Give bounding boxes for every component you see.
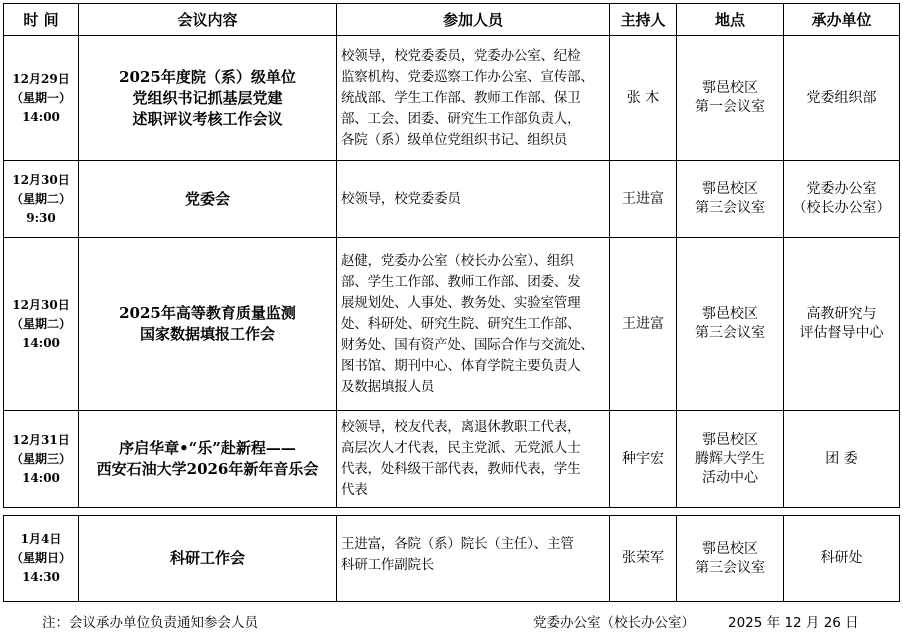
people-line: 监察机构、党委巡察工作办公室、宣传部、: [341, 68, 594, 85]
place-cell: [677, 36, 784, 161]
time-clock: 14:00: [22, 470, 60, 485]
people-line: 校领导，校友代表，离退休教职工代表，: [341, 419, 581, 435]
host-name: 王进富: [622, 315, 664, 332]
org-cell: [784, 161, 900, 238]
place-line: 鄠邑校区: [702, 540, 758, 557]
org-line: 科研处: [820, 550, 863, 566]
place-line: 第三会议室: [695, 200, 765, 216]
time-weekday: （星期日）: [10, 551, 71, 565]
content-line: 科研工作会: [169, 549, 245, 567]
people-cell: [337, 516, 610, 602]
org-cell: [784, 238, 900, 411]
people-cell: [337, 161, 610, 238]
people-line: 处、科研处、研究生院、研究生工作部、: [341, 315, 581, 332]
people-line: 高层次人才代表，民主党派、无党派人士: [341, 440, 581, 456]
people-line: 校领导，校党委委员，党委办公室、纪检: [341, 47, 581, 64]
time-cell: [4, 411, 79, 508]
time-date: 12月31日: [12, 432, 70, 447]
place-line: 鄠邑校区: [702, 80, 758, 96]
table-row: [4, 516, 900, 602]
content-cell: [79, 411, 337, 508]
content-cell: [79, 238, 337, 411]
footer-signer: 党委办公室（校长办公室）: [533, 615, 695, 631]
people-line: 各院（系）级单位党组织书记、组织员: [341, 131, 568, 148]
host-name: 张 木: [626, 89, 660, 106]
time-clock: 14:00: [22, 109, 60, 124]
place-line: 第三会议室: [695, 325, 765, 341]
time-weekday: （星期二）: [10, 316, 71, 331]
table-row: [4, 411, 900, 508]
header-row: [4, 4, 900, 36]
host-cell: [610, 238, 677, 411]
time-weekday: （星期三）: [10, 451, 71, 466]
org-line: 团 委: [825, 450, 858, 467]
header-time: 时 间: [4, 4, 79, 36]
content-line: 国家数据填报工作会: [139, 325, 275, 343]
host-cell: [610, 36, 677, 161]
place-cell: [677, 411, 784, 508]
org-cell: [784, 516, 900, 602]
header-place: 地点: [677, 4, 784, 36]
content-line: 2025年度院（系）级单位: [119, 67, 296, 86]
org-line: （校长办公室）: [792, 200, 891, 216]
time-clock: 14:30: [22, 570, 60, 584]
org-line: 高教研究与: [806, 306, 877, 322]
org-line: 党委组织部: [806, 89, 877, 106]
table-row: [4, 161, 900, 238]
table-row: [4, 36, 900, 161]
header-host: 主持人: [610, 4, 677, 36]
org-line: 党委办公室: [806, 181, 877, 197]
time-weekday: （星期一）: [10, 90, 71, 105]
people-line: 图书馆、期刊中心、体育学院主要负责人: [341, 357, 581, 374]
place-cell: [677, 238, 784, 411]
content-line: 述职评议考核工作会议: [132, 109, 283, 128]
org-line: 评估督导中心: [799, 325, 884, 341]
content-line: 党委会: [184, 189, 230, 208]
people-line: 部、工会、团委、研究生工作部负责人，: [341, 110, 581, 127]
content-cell: [79, 161, 337, 238]
schedule-table: [3, 3, 900, 508]
people-line: 代表: [341, 482, 368, 498]
host-name: 张荣军: [622, 550, 664, 566]
schedule-table-continued: [3, 515, 900, 602]
host-cell: [610, 411, 677, 508]
people-line: 代表，处科级干部代表，教师代表，学生: [341, 461, 581, 477]
time-cell: [4, 516, 79, 602]
time-cell: [4, 238, 79, 411]
org-cell: [784, 411, 900, 508]
time-cell: [4, 36, 79, 161]
time-weekday: （星期二）: [10, 191, 71, 206]
place-line: 腾辉大学生: [695, 450, 765, 467]
time-clock: 14:00: [22, 335, 60, 350]
header-people: 参加人员: [337, 4, 610, 36]
people-line: 及数据填报人员: [341, 378, 435, 395]
place-line: 鄠邑校区: [702, 431, 758, 448]
table-row: [4, 238, 900, 411]
host-name: 王进富: [622, 190, 664, 207]
host-cell: [610, 161, 677, 238]
place-line: 鄠邑校区: [702, 181, 758, 197]
time-date: 12月29日: [12, 71, 70, 86]
people-line: 财务处、国有资产处、国际合作与交流处、: [341, 336, 594, 353]
header-org: 承办单位: [784, 4, 900, 36]
place-line: 活动中心: [702, 469, 758, 486]
place-cell: [677, 516, 784, 602]
place-cell: [677, 161, 784, 238]
people-line: 赵健，党委办公室（校长办公室）、组织: [341, 252, 574, 269]
people-line: 展规划处、人事处、教务处、实验室管理: [341, 294, 581, 311]
people-line: 统战部、学生工作部、教师工作部、保卫: [341, 89, 581, 106]
content-line: 序启华章•“乐”赴新程——: [119, 439, 296, 457]
footer-date: 2025 年 12 月 26 日: [728, 615, 859, 631]
place-line: 鄠邑校区: [702, 306, 758, 322]
people-line: 校领导，校党委委员: [341, 190, 461, 207]
host-cell: [610, 516, 677, 602]
time-date: 12月30日: [12, 172, 70, 187]
content-line: 党组织书记抓基层党建: [132, 88, 283, 107]
people-cell: [337, 36, 610, 161]
people-cell: [337, 238, 610, 411]
footer-note: 注：会议承办单位负责通知参会人员: [42, 615, 258, 631]
content-cell: [79, 36, 337, 161]
people-cell: [337, 411, 610, 508]
content-line: 2025年高等教育质量监测: [119, 304, 296, 322]
header-content: 会议内容: [79, 4, 337, 36]
time-date: 1月4日: [20, 532, 62, 546]
people-line: 科研工作副院长: [341, 557, 435, 573]
content-cell: [79, 516, 337, 602]
host-name: 种宇宏: [622, 450, 664, 467]
place-line: 第一会议室: [695, 99, 765, 115]
org-cell: [784, 36, 900, 161]
time-clock: 9:30: [26, 210, 56, 225]
time-date: 12月30日: [12, 297, 70, 312]
place-line: 第三会议室: [695, 559, 765, 576]
content-line: 西安石油大学2026年新年音乐会: [96, 460, 319, 478]
people-line: 王进富，各院（系）院长（主任）、主管: [341, 536, 574, 552]
time-cell: [4, 161, 79, 238]
people-line: 部、学生工作部、教师工作部、团委、发: [341, 273, 581, 290]
